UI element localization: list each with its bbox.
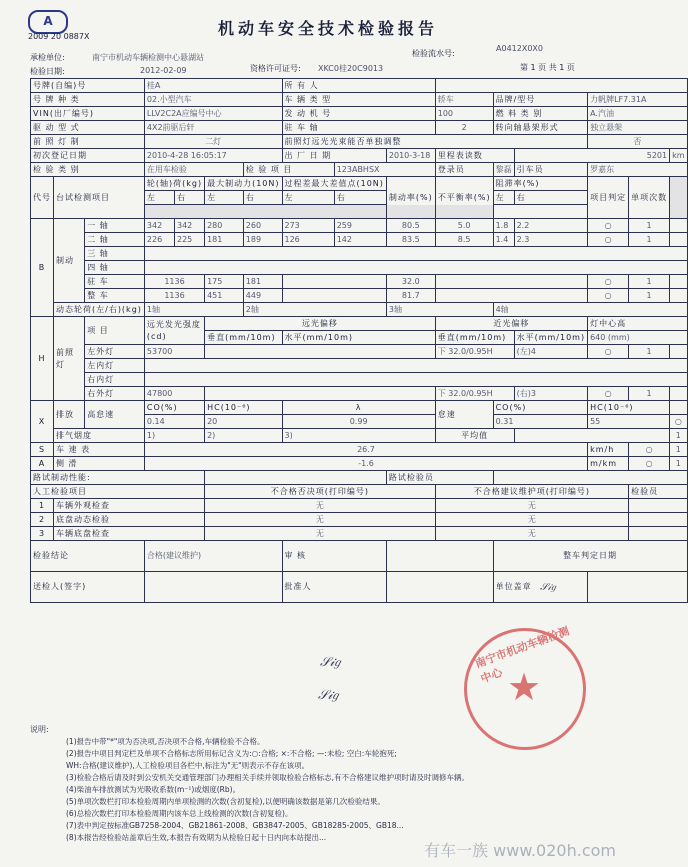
block-right: 2.2 xyxy=(514,219,588,233)
left-label: 左 xyxy=(205,191,244,205)
lambda-label: λ xyxy=(282,401,435,415)
odo-label: 里程表读数 xyxy=(435,149,514,163)
axle-name: 二 轴 xyxy=(85,233,145,247)
engine-no-value: 100 xyxy=(435,107,493,121)
slip-times: 1 xyxy=(670,457,687,471)
lamp-intensity: 47800 xyxy=(144,387,204,401)
lamp-judge: ○ xyxy=(588,387,629,401)
inspector-value: 黎磊 xyxy=(493,163,514,177)
whole-label: 整 车 xyxy=(85,289,145,303)
dyn-load-row xyxy=(31,303,688,317)
date-label: 检验日期: xyxy=(30,67,65,76)
blank-cell xyxy=(670,289,687,303)
engine-no-label: 发 动 机 号 xyxy=(282,107,435,121)
whole-row xyxy=(31,289,688,303)
lamp-height-value: 640 (mm) xyxy=(588,331,687,345)
unit-stamp-label: 单位盖章 xyxy=(493,572,588,603)
note-line: (7)表中判定按标准GB7258-2004、GB21861-2008、GB3847-2005、GB18285-2005、GB18... xyxy=(66,821,404,830)
force-left: 280 xyxy=(205,219,244,233)
blank-cell xyxy=(493,471,687,485)
serial-label: 检验流水号: xyxy=(412,49,455,58)
adjust-value: 否 xyxy=(588,135,687,149)
lamp-name: 左内灯 xyxy=(85,359,145,373)
star-icon: ★ xyxy=(507,665,542,709)
note-line: (8)本报告经检验站盖章后生效,本报告有效期为从检验日起十日内向本站提出... xyxy=(66,833,327,842)
slip-value: -1.6 xyxy=(144,457,587,471)
vin-value: LLV2C2A应编号中心 xyxy=(144,107,282,121)
sender-row xyxy=(31,572,688,603)
hc-idle-value: 55 xyxy=(588,415,670,429)
emission-header xyxy=(31,401,688,415)
lamp-low-header: 近光偏移 xyxy=(435,317,587,331)
manual-row-2 xyxy=(31,513,688,527)
brake-row-1 xyxy=(31,219,688,233)
smoke-1: 1) xyxy=(144,429,204,443)
park-label: 驻 车 xyxy=(85,275,145,289)
dyn-load-label: 动态轮荷(左/右)(kg) xyxy=(54,303,145,317)
lamp-row-1 xyxy=(31,345,688,359)
lamp-section-name: 前照灯 xyxy=(54,317,85,401)
manual-inspector-header: 检验员 xyxy=(629,485,687,499)
whole-rate: 81.7 xyxy=(386,289,435,303)
fuel-value: A.汽油 xyxy=(588,107,687,121)
blank-cell xyxy=(435,275,587,289)
plate-value: 桂A xyxy=(144,79,282,93)
manual-suggest: 无 xyxy=(435,499,628,513)
steer-value: 独立悬架 xyxy=(588,121,687,135)
manual-fail: 无 xyxy=(205,499,436,513)
slip-judge: ○ xyxy=(629,457,670,471)
reg-date-value: 2010-4-28 16:05:17 xyxy=(144,149,282,163)
whole-force-1: 451 xyxy=(205,289,244,303)
diff-right: 259 xyxy=(334,219,386,233)
driver-label: 引车员 xyxy=(514,163,588,177)
times: 1 xyxy=(629,233,670,247)
insp-item-value: 123ABHSX xyxy=(334,163,435,177)
license-value: XKC0桂20C9013 xyxy=(318,64,384,73)
blank-cell xyxy=(144,261,687,275)
lamp-low-horiz-header: 水平(mm/10m) xyxy=(514,331,588,345)
sender-label: 送检人(签字) xyxy=(31,572,145,603)
hc-label: HC(10⁻⁶) xyxy=(588,401,670,415)
right-label: 右 xyxy=(174,191,204,205)
page-number: 第 1 页 共 1 页 xyxy=(520,63,575,72)
park-force-1: 175 xyxy=(205,275,244,289)
dyn-axle-2: 2轴 xyxy=(243,303,386,317)
road-test-label: 路试制动性能: xyxy=(31,471,205,485)
force-right: 189 xyxy=(243,233,282,247)
dyn-axle-1: 1轴 xyxy=(144,303,243,317)
note-line: (3)检验合格后请及时到公安机关交通管理部门办理相关手续并领取检验合格标志,有不合格建议维护项时请及时调修车辆。 xyxy=(66,773,470,782)
left-label: 左 xyxy=(282,191,334,205)
left-label: 左 xyxy=(493,191,514,205)
plate-label: 号牌(自编)号 xyxy=(31,79,145,93)
blank-cell xyxy=(670,177,687,219)
block-right: 2.3 xyxy=(514,233,588,247)
brake-block-header: 阻滞率(%) xyxy=(493,177,588,191)
park-load: 1136 xyxy=(144,275,204,289)
plate-type-label: 号 牌 种 类 xyxy=(31,93,145,107)
lamp-high-header: 远光偏移 xyxy=(205,317,436,331)
manual-fail: 无 xyxy=(205,513,436,527)
brake-rate-header: 制动率(%) xyxy=(386,177,435,219)
insp-item-label: 检 验 项 目 xyxy=(243,163,334,177)
vehicle-row-2 xyxy=(31,93,688,107)
blank-cell xyxy=(629,527,687,541)
blank-cell xyxy=(670,345,687,359)
driver-value: 罗嘉东 xyxy=(588,163,687,177)
decision-date-label: 整车判定日期 xyxy=(493,541,687,572)
headlamp-label: 前 照 灯 制 xyxy=(31,135,145,149)
drive-value: 4X2前驱后轩 xyxy=(144,121,282,135)
manual-fail-header: 不合格否决项(打印编号) xyxy=(205,485,436,499)
force-left: 181 xyxy=(205,233,244,247)
note-line: (1)报告中带"*"项为否决项,否决项不合格,车辆检验不合格。 xyxy=(66,737,265,746)
whole-times: 1 xyxy=(629,289,670,303)
brake-row-4 xyxy=(31,261,688,275)
slip-unit: m/km xyxy=(588,457,629,471)
brake-times-header: 单项次数 xyxy=(629,177,670,219)
emission-judge: ○ xyxy=(670,415,687,429)
co-high-value: 0.14 xyxy=(144,415,204,429)
axle-label: 驻 车 轴 xyxy=(282,121,435,135)
brake-force-header: 最大制动力(10N) xyxy=(205,177,282,191)
whole-force-2: 449 xyxy=(243,289,282,303)
insp-type-value: 在用车检验 xyxy=(144,163,243,177)
brake-row-2 xyxy=(31,233,688,247)
reg-date-label: 初次登记日期 xyxy=(31,149,145,163)
blank-cell xyxy=(670,401,687,415)
lamp-low-vert-header: 垂直(mm/10m) xyxy=(435,331,514,345)
imbalance-rate: 5.0 xyxy=(435,219,493,233)
conclusion-row xyxy=(31,541,688,572)
axle-name: 四 轴 xyxy=(85,261,145,275)
lamp-horiz-header: 水平(mm/10m) xyxy=(282,331,435,345)
conclusion-value: 合格(建议维护) xyxy=(144,541,282,572)
vehicle-row-1 xyxy=(31,79,688,93)
diff-right: 142 xyxy=(334,233,386,247)
insp-type-label: 检 验 类 别 xyxy=(31,163,145,177)
manual-no: 1 xyxy=(31,499,54,513)
lamp-section-code: H xyxy=(31,317,54,401)
park-force-2: 181 xyxy=(243,275,282,289)
brake-rate: 80.5 xyxy=(386,219,435,233)
brake-diff-header: 过程差最大差值点(10N) xyxy=(282,177,386,191)
blank-cell xyxy=(629,499,687,513)
headlamp-value: 二灯 xyxy=(144,135,282,149)
blank-cell xyxy=(386,541,493,572)
blank-cell xyxy=(144,205,493,219)
lamp-low-vert: 下 32.0/0.95H xyxy=(435,387,514,401)
blank-cell xyxy=(205,471,387,485)
serial-value: A0412X0X0 xyxy=(496,44,543,53)
lamp-height-header: 灯中心高 xyxy=(588,317,687,331)
vehicle-row-3 xyxy=(31,107,688,121)
note-line: (6)总检次数栏打印本检验周期内该车总上线检测的次数(含初复检)。 xyxy=(66,809,293,818)
whole-load: 1136 xyxy=(144,289,204,303)
brake-seq-header: 代号 xyxy=(31,177,54,219)
whole-judge: ○ xyxy=(588,289,629,303)
speed-unit: km/h xyxy=(588,443,629,457)
approver-label: 批准人 xyxy=(282,572,386,603)
blank-cell xyxy=(435,289,587,303)
station-value: 南宁市机动车辆检测中心悬湖站 xyxy=(92,53,204,62)
brake-row-3 xyxy=(31,247,688,261)
speed-label: 车 速 表 xyxy=(54,443,145,457)
smoke-average: 平均值 xyxy=(435,429,514,443)
emission-times: 1 xyxy=(670,429,687,443)
times: 1 xyxy=(629,219,670,233)
speed-times: 1 xyxy=(670,443,687,457)
mfg-date-value: 2010-3-18 xyxy=(386,149,435,163)
lamp-item-header: 项 目 xyxy=(85,317,145,345)
blank-cell xyxy=(205,345,436,359)
audit-label: 审 核 xyxy=(282,541,386,572)
inspector-label: 登录员 xyxy=(435,163,493,177)
lambda-value: 0.99 xyxy=(282,415,435,429)
blank-cell xyxy=(144,247,687,261)
blank-cell xyxy=(514,429,670,443)
park-judge: ○ xyxy=(588,275,629,289)
date-value: 2012-02-09 xyxy=(140,66,187,75)
blank-cell xyxy=(629,513,687,527)
mfg-date-label: 出 厂 日 期 xyxy=(282,149,386,163)
load-left: 226 xyxy=(144,233,174,247)
manual-suggest: 无 xyxy=(435,513,628,527)
seal-text: 南宁市机动车辆检测中心 xyxy=(473,624,571,686)
lamp-row-2 xyxy=(31,359,688,373)
page-title: 机动车安全技术检验报告 xyxy=(218,19,439,38)
lamp-intensity-header: 远光发光强度(cd) xyxy=(144,317,204,345)
hc-high-value: 20 xyxy=(205,415,282,429)
lamp-vert-header: 垂直(mm/10m) xyxy=(205,331,282,345)
speed-row xyxy=(31,443,688,457)
slip-label: 侧 滑 xyxy=(54,457,145,471)
co-idle-value: 0.31 xyxy=(493,415,588,429)
lamp-row-4 xyxy=(31,387,688,401)
vehicle-type-value: 轿车 xyxy=(435,93,493,107)
lamp-name: 左外灯 xyxy=(85,345,145,359)
approver-signature: 𝒮𝒾𝑔 xyxy=(318,688,339,703)
lamp-times: 1 xyxy=(629,345,670,359)
note-line: (5)单项次数栏打印本检验周期内单项检测的次数(含初复检),以便明确该数据是第几次检验结果。 xyxy=(66,797,385,806)
left-label: 左 xyxy=(144,191,174,205)
auditor-signature: 𝒮𝒾𝑔 xyxy=(320,655,341,670)
conclusion-label: 检验结论 xyxy=(31,541,145,572)
dyn-axle-4: 4轴 xyxy=(493,303,687,317)
manual-name: 底盘动态检验 xyxy=(54,513,205,527)
blank-cell xyxy=(282,289,386,303)
co-label: CO(%) xyxy=(144,401,204,415)
owner-label: 所 有 人 xyxy=(282,79,435,93)
speed-judge: ○ xyxy=(629,443,670,457)
brake-imbalance-header: 不平衡率(%) xyxy=(435,177,493,219)
right-label: 右 xyxy=(514,191,588,205)
doc-code: 2009 20 0887X xyxy=(28,32,90,41)
manual-row-3 xyxy=(31,527,688,541)
axle-name: 一 轴 xyxy=(85,219,145,233)
lamp-judge: ○ xyxy=(588,345,629,359)
brake-judge-header: 项目判定 xyxy=(588,177,629,219)
blank-cell xyxy=(205,387,436,401)
blank-cell xyxy=(386,572,493,603)
manual-name: 车辆底盘检查 xyxy=(54,527,205,541)
lamp-name: 右内灯 xyxy=(85,373,145,387)
blank-cell xyxy=(670,219,687,233)
plate-type-value: 02.小型汽车 xyxy=(144,93,282,107)
blank-cell xyxy=(144,359,687,373)
load-right: 225 xyxy=(174,233,204,247)
hc-label: HC(10⁻⁶) xyxy=(205,401,282,415)
right-label: 右 xyxy=(243,191,282,205)
judge-mark: ○ xyxy=(588,219,629,233)
watermark: 有车一族 www.020h.com xyxy=(424,841,616,860)
note-line: WH:合格(建议维护),人工检验项目各栏中,标注为"无"则表示不存在该项。 xyxy=(66,761,310,770)
slip-row xyxy=(31,457,688,471)
vehicle-row-4 xyxy=(31,121,688,135)
idle-label: 怠速 xyxy=(435,401,493,429)
smoke-label: 排气烟度 xyxy=(54,429,145,443)
fuel-label: 燃 料 类 别 xyxy=(493,107,588,121)
blank-cell xyxy=(588,572,687,603)
manual-no: 3 xyxy=(31,527,54,541)
speed-section-code: S xyxy=(31,443,54,457)
axle-value: 2 xyxy=(435,121,493,135)
note-line: (2)报告中项目判定栏及单项不合格标志所用标记含义为:○:合格; ×:不合格; —:未检; 空白:车轮抱死; xyxy=(66,749,397,758)
brand-value: 力帆牌LF7.31A xyxy=(588,93,687,107)
license-label: 资格许可证号: xyxy=(250,64,301,73)
official-seal xyxy=(464,624,586,750)
vin-label: VIN(出厂编号) xyxy=(31,107,145,121)
park-row xyxy=(31,275,688,289)
manual-fail: 无 xyxy=(205,527,436,541)
manual-suggest-header: 不合格建议维护项(打印编号) xyxy=(435,485,628,499)
notes-title: 说明: xyxy=(30,725,49,734)
load-left: 342 xyxy=(144,219,174,233)
force-right: 260 xyxy=(243,219,282,233)
lamp-header-1 xyxy=(31,317,688,331)
block-left: 1.4 xyxy=(493,233,514,247)
smoke-row xyxy=(31,429,688,443)
lamp-row-3 xyxy=(31,373,688,387)
diff-left: 273 xyxy=(282,219,334,233)
vehicle-row-5 xyxy=(31,135,688,149)
co-label: CO(%) xyxy=(493,401,588,415)
brake-section-code: B xyxy=(31,219,54,317)
speed-value: 26.7 xyxy=(144,443,587,457)
station-label: 承检单位: xyxy=(30,53,65,62)
imbalance-rate: 8.5 xyxy=(435,233,493,247)
lamp-times: 1 xyxy=(629,387,670,401)
park-times: 1 xyxy=(629,275,670,289)
manual-no: 2 xyxy=(31,513,54,527)
blank-cell xyxy=(144,373,687,387)
emission-section-name: 排放 xyxy=(54,401,85,429)
axle-name: 三 轴 xyxy=(85,247,145,261)
vehicle-row-7 xyxy=(31,163,688,177)
blank-cell xyxy=(282,275,386,289)
odo-value: 5201 xyxy=(514,149,670,163)
diff-left: 126 xyxy=(282,233,334,247)
right-label: 右 xyxy=(334,191,386,205)
park-rate: 32.0 xyxy=(386,275,435,289)
road-inspector-label: 路试检验员 xyxy=(386,471,493,485)
adjust-label: 前照灯远光光束能否单独调整 xyxy=(282,135,588,149)
brake-item-header: 台试检测项目 xyxy=(54,177,145,219)
manual-row-1 xyxy=(31,499,688,513)
manual-header xyxy=(31,485,688,499)
inspector-signature: 𝒮𝒾𝑔 xyxy=(540,582,556,593)
manual-item-header: 人工检验项目 xyxy=(31,485,205,499)
dyn-axle-3: 3轴 xyxy=(386,303,493,317)
lamp-low-horiz: (左)4 xyxy=(514,345,588,359)
report-table xyxy=(30,78,688,603)
smoke-3: 3) xyxy=(282,429,435,443)
note-line: (4)柴油车排放测试为光吸收系数(m⁻¹)或烟度(Rb)。 xyxy=(66,785,241,794)
brake-load-header: 轮(轴)荷(kg) xyxy=(144,177,204,191)
judge-mark: ○ xyxy=(588,233,629,247)
block-left: 1.8 xyxy=(493,219,514,233)
manual-name: 车辆外观检查 xyxy=(54,499,205,513)
steer-label: 转向轴悬架形式 xyxy=(493,121,588,135)
drive-label: 驱 动 型 式 xyxy=(31,121,145,135)
manual-suggest: 无 xyxy=(435,527,628,541)
road-row xyxy=(31,471,688,485)
blank-cell xyxy=(670,387,687,401)
blank-cell xyxy=(670,275,687,289)
brand-label: 品牌/型号 xyxy=(493,93,588,107)
brake-section-name: 制动 xyxy=(54,219,85,303)
owner-value xyxy=(435,79,687,93)
load-right: 342 xyxy=(174,219,204,233)
logo-icon: A xyxy=(28,10,68,34)
blank-cell xyxy=(670,233,687,247)
lamp-low-horiz: (右)3 xyxy=(514,387,588,401)
smoke-2: 2) xyxy=(205,429,282,443)
vehicle-type-label: 车 辆 类 型 xyxy=(282,93,435,107)
vehicle-row-6 xyxy=(31,149,688,163)
lamp-intensity: 53700 xyxy=(144,345,204,359)
brake-header-1 xyxy=(31,177,688,191)
odo-unit: km xyxy=(670,149,687,163)
brake-rate: 83.5 xyxy=(386,233,435,247)
blank-cell xyxy=(144,572,282,603)
lamp-name: 右外灯 xyxy=(85,387,145,401)
emission-section-code: X xyxy=(31,401,54,443)
slip-section-code: A xyxy=(31,457,54,471)
lamp-low-vert: 下 32.0/0.95H xyxy=(435,345,514,359)
high-idle-label: 高怠速 xyxy=(85,401,145,429)
